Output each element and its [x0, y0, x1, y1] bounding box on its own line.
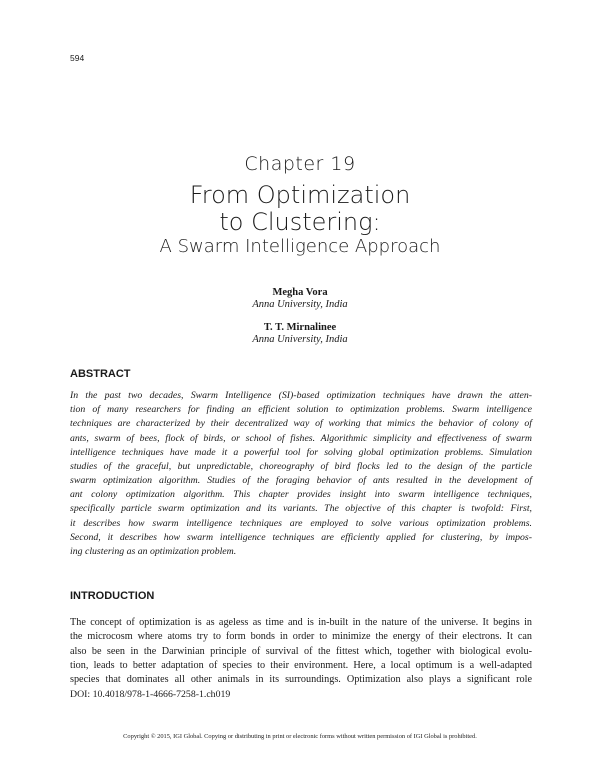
abstract-line: swarm optimization algorithm. Studies of the foraging behavior of ants resulted in the development of: [70, 475, 532, 487]
page-number: 594: [70, 53, 85, 63]
abstract-heading: ABSTRACT: [70, 368, 131, 380]
abstract-line: it describes how swarm intelligence techniques are employed to solve various optimization problems.: [70, 517, 532, 529]
introduction-heading: INTRODUCTION: [70, 590, 155, 602]
introduction-line: The concept of optimization is as ageless as time and is in-built in the nature of the universe. It begins in: [70, 617, 532, 628]
introduction-line: also be seen in the Darwinian principle of survival of the fittest which, together with biological evolu-: [70, 645, 532, 657]
author-name: T. T. Mirnalinee: [263, 322, 337, 333]
doi-text: DOI: 10.4018/978-1-4666-7258-1.ch019: [70, 689, 231, 700]
abstract-line: In the past two decades, Swarm Intelligence (SI)-based optimization techniques have drawn the atten-: [70, 390, 532, 401]
chapter-label: Chapter 19: [244, 153, 356, 175]
introduction-line: the microcosm where atoms try to form bonds in order to minimize the energy of their electrons. It can: [70, 631, 532, 643]
abstract-line: ants, swarm of bees, flock of birds, or school of fishes. Algorithmic simplicity and effectiveness of swarm: [70, 432, 532, 444]
author-affiliation: Anna University, India: [252, 299, 348, 310]
abstract-line: studies of the graceful, but unpredictable, choreography of bird flocks led to the design of the particle: [70, 460, 532, 472]
abstract-line: Second, it describes how swarm intelligence techniques are efficiently applied for clustering, by impos-: [70, 531, 532, 543]
chapter-subtitle: A Swarm Intelligence Approach: [159, 236, 441, 257]
chapter-title-line: From Optimization: [189, 181, 411, 209]
abstract-line: intelligence techniques have made it a powerful tool for solving global optimization problems. Simulation: [70, 446, 532, 458]
author-affiliation: Anna University, India: [252, 334, 348, 345]
author-name: Megha Vora: [272, 287, 328, 298]
introduction-line: species that dominates all other animals in its surroundings. Optimization also plays a significant role: [70, 674, 532, 685]
abstract-line: tion of many researchers for finding an efficient solution to optimization problems. Swarm intelligence: [70, 404, 532, 416]
abstract-line: ant colony optimization algorithm. This chapter provides insight into swarm intelligence techniques,: [70, 489, 532, 501]
chapter-title-line: to Clustering:: [219, 208, 381, 236]
abstract-line: ing clustering as an optimization problem.: [70, 545, 237, 557]
abstract-line: techniques are characterized by their decentralized way of working that mimics the behavior of colony of: [70, 418, 532, 430]
introduction-line: tion, leads to better adaptation of species to their environment. Here, a local optimum is a well-adapted: [70, 659, 532, 671]
introduction-text: [70, 616, 532, 687]
abstract-line: specifically particle swarm optimization and its variants. The objective of this chapter is twofold: First,: [70, 503, 532, 515]
copyright-footer: Copyright © 2015, IGI Global. Copying or distributing in print or electronic forms without written permission of IGI Global is prohibited.: [123, 733, 477, 740]
abstract-text: [70, 389, 532, 559]
